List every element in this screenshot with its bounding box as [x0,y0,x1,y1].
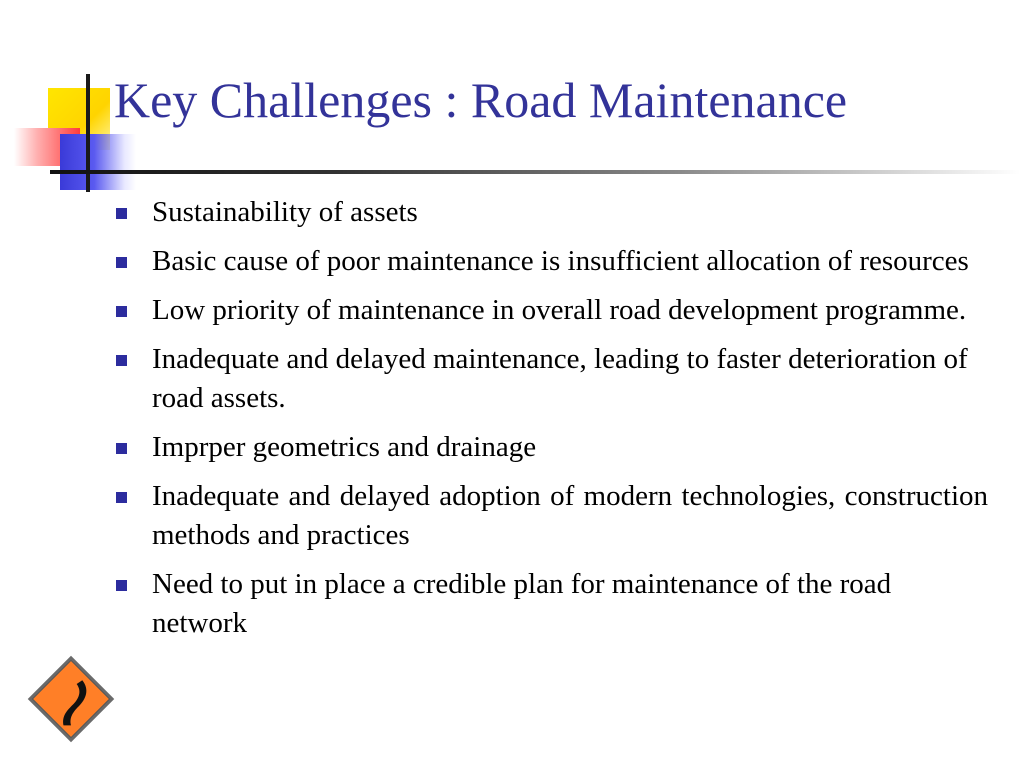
square-bullet-icon [116,306,127,317]
bullet-text: Inadequate and delayed adoption of modern technologies, construction methods and practices [152,480,988,551]
bullet-text: Inadequate and delayed maintenance, leading to faster deterioration of road assets. [152,343,968,414]
bullet-item [114,193,988,232]
bullet-item [114,340,988,418]
bullet-item [114,291,988,330]
slide-title: Key Challenges : Road Maintenance [114,72,848,128]
square-bullet-icon [116,443,127,454]
bullet-list [114,193,988,653]
square-bullet-icon [116,257,127,268]
bullet-text: Need to put in place a credible plan for maintenance of the road network [152,568,892,639]
square-bullet-icon [116,355,127,366]
bullet-text: Imprper geometrics and drainage [152,431,537,463]
square-bullet-icon [116,492,127,503]
winding-road-sign-icon [24,652,118,746]
logo-blue-block [60,134,136,190]
square-bullet-icon [116,208,127,219]
bullet-text: Sustainability of assets [152,196,418,228]
bullet-item [114,428,988,467]
bullet-text: Basic cause of poor maintenance is insufficient allocation of resources [152,245,969,277]
logo-vertical-line [86,74,90,192]
bullet-text: Low priority of maintenance in overall road development programme. [152,294,967,326]
bullet-item [114,477,988,555]
square-bullet-icon [116,580,127,591]
title-underline [50,170,1020,174]
bullet-item [114,242,988,281]
bullet-item [114,565,988,643]
